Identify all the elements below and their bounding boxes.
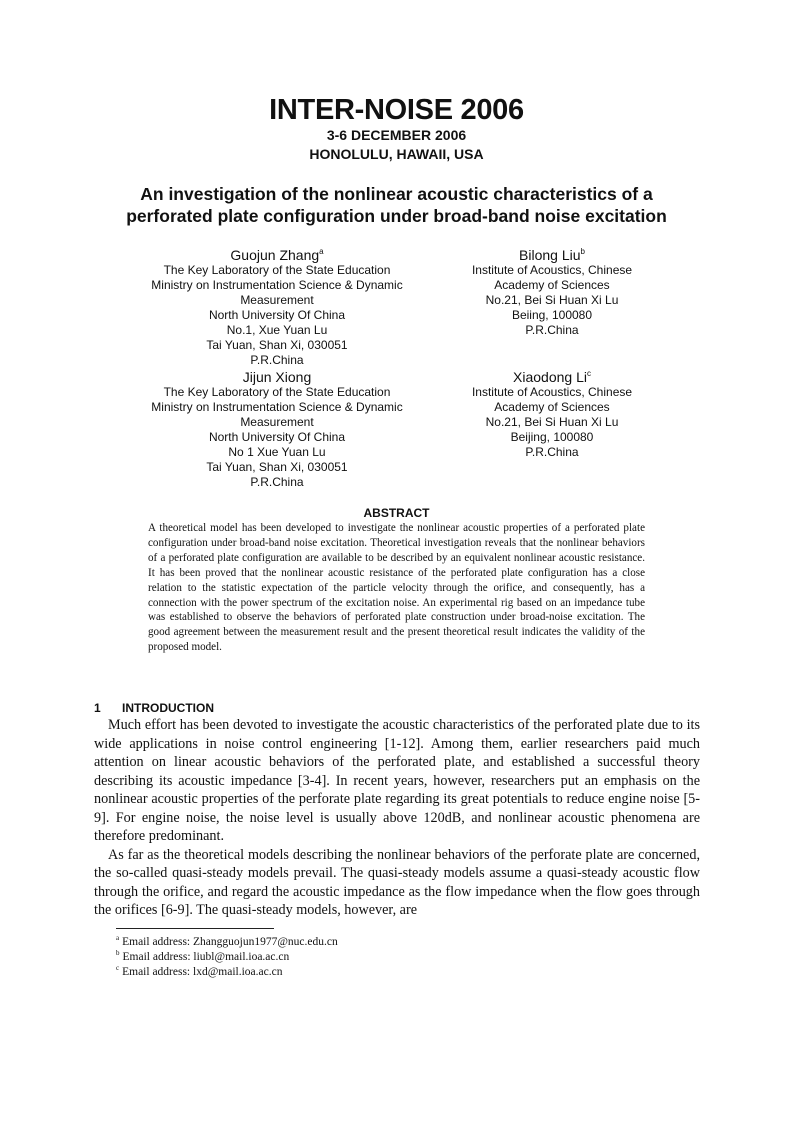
author-name-text: Guojun Zhang (230, 247, 320, 263)
section-heading (94, 701, 214, 715)
body-paragraph: As far as the theoretical models describing the nonlinear behaviors of the perforate plate are concerned, the so-called quasi-steady models prevail. The quasi-steady models assume a quasi-steady acoustic flow through the orifice, and regard the acoustic impedance as the flow impedance when the flow goes through the orifices [6-9]. The quasi-steady models, however, are (94, 846, 700, 918)
author-footnote-mark: c (586, 369, 591, 378)
footnote-mark: b (116, 949, 120, 957)
footnote-text: Email address: lxd@mail.ioa.ac.cn (122, 966, 283, 978)
footnote-divider (116, 928, 274, 929)
conference-title: INTER-NOISE 2006 (269, 94, 524, 126)
affiliation-line: Beiing, 100080 (511, 308, 593, 322)
affiliation-line: P.R.China (250, 475, 304, 489)
author-block-zhang (116, 247, 438, 368)
author-name (452, 369, 652, 385)
conference-location: HONOLULU, HAWAII, USA (309, 146, 484, 162)
abstract-text: A theoretical model has been developed to investigate the nonlinear acoustic properties of a perforated plate configuration under broad-band noise excitation. Theoretical investigation reveals that the nonlinear behaviors of a perforated plate configuration are available to be described by an equivalent nonlinear acoustic resistance. It has been proved that the nonlinear acoustic resistance of the perforated plate configuration has a close relation to the statistic expectation of the particle velocity through the orifice, and consequently, has a connection with the power spectrum of the excitation noise. An experimental rig based on an impedance tube was established to observe the behaviors of perforated plate construction under broad-noise excitation. The good agreement between the measurement result and the present theoretical result indicates the validity of the proposed model. (148, 522, 645, 654)
footnote-mark: a (116, 934, 120, 942)
paper-title-line-2: perforated plate configuration under broad-band noise excitation (126, 206, 667, 226)
affiliation-line: Tai Yuan, Shan Xi, 030051 (206, 460, 348, 474)
affiliation-line: No.1, Xue Yuan Lu (226, 323, 328, 337)
paper-title-line-1: An investigation of the nonlinear acoustic characteristics of a (140, 184, 653, 204)
footnote-item (116, 965, 616, 980)
footnote-item (116, 935, 616, 950)
affiliation-line: Beijing, 100080 (510, 430, 594, 444)
author-name-text: Jijun Xiong (242, 369, 312, 385)
affiliation-line: Ministry on Instrumentation Science & Dynamic (151, 278, 403, 292)
affiliation-line: The Key Laboratory of the State Education (163, 263, 391, 277)
author-block-liu (452, 247, 652, 338)
footnote-text: Email address: liubl@mail.ioa.ac.cn (122, 951, 290, 963)
conference-date: 3-6 DECEMBER 2006 (326, 127, 467, 143)
affiliation-line: Tai Yuan, Shan Xi, 030051 (206, 338, 348, 352)
affiliation-line: P.R.China (525, 323, 579, 337)
affiliation-line: P.R.China (525, 445, 579, 459)
affiliation-line: North University Of China (208, 430, 346, 444)
affiliation-line: P.R.China (250, 353, 304, 367)
affiliation-line: The Key Laboratory of the State Education (163, 385, 391, 399)
affiliation-line: Academy of Sciences (494, 400, 610, 414)
affiliation-line: Measurement (240, 415, 314, 429)
affiliation-line: No.21, Bei Si Huan Xi Lu (485, 415, 619, 429)
abstract-heading: ABSTRACT (363, 506, 430, 520)
paper-title (60, 183, 733, 227)
footnote-text: Email address: Zhangguojun1977@nuc.edu.cn (122, 936, 338, 948)
affiliation-line: Institute of Acoustics, Chinese (471, 385, 633, 399)
affiliation-line: Academy of Sciences (494, 278, 610, 292)
footnotes (116, 935, 616, 980)
footnote-item (116, 950, 616, 965)
author-name (452, 247, 652, 263)
author-name-text: Bilong Liu (519, 247, 581, 263)
affiliation-line: Ministry on Instrumentation Science & Dynamic (151, 400, 403, 414)
author-footnote-mark: b (580, 247, 585, 256)
affiliation-line: Institute of Acoustics, Chinese (471, 263, 633, 277)
section-number: 1 (94, 701, 101, 715)
author-footnote-mark: a (319, 247, 324, 256)
affiliation-line: No 1 Xue Yuan Lu (228, 445, 326, 459)
author-name-text: Xiaodong Li (513, 369, 587, 385)
affiliation-line: Measurement (240, 293, 314, 307)
author-name (116, 247, 438, 263)
section-title: INTRODUCTION (122, 701, 214, 715)
affiliation-line: North University Of China (208, 308, 346, 322)
author-name (116, 369, 438, 385)
body-paragraph: Much effort has been devoted to investigate the acoustic characteristics of the perforated plate due to its wide applications in noise control engineering [1-12]. Among them, earlier researchers paid much attention on linear acoustic behaviors of the perforated plate, and established a successful theory describing its acoustic impedance [3-4]. In recent years, however, researchers put an emphasis on the nonlinear acoustic properties of the perforate plate regarding its great potentials to reduce engine noise [5-9]. For engine noise, the noise level is usually above 120dB, and nonlinear acoustic phenomena are therefore predominant. (94, 717, 700, 844)
section-body (94, 716, 700, 920)
footnote-mark: c (116, 964, 120, 972)
author-block-xiong (116, 369, 438, 490)
affiliation-line: No.21, Bei Si Huan Xi Lu (485, 293, 619, 307)
author-block-li (452, 369, 652, 460)
